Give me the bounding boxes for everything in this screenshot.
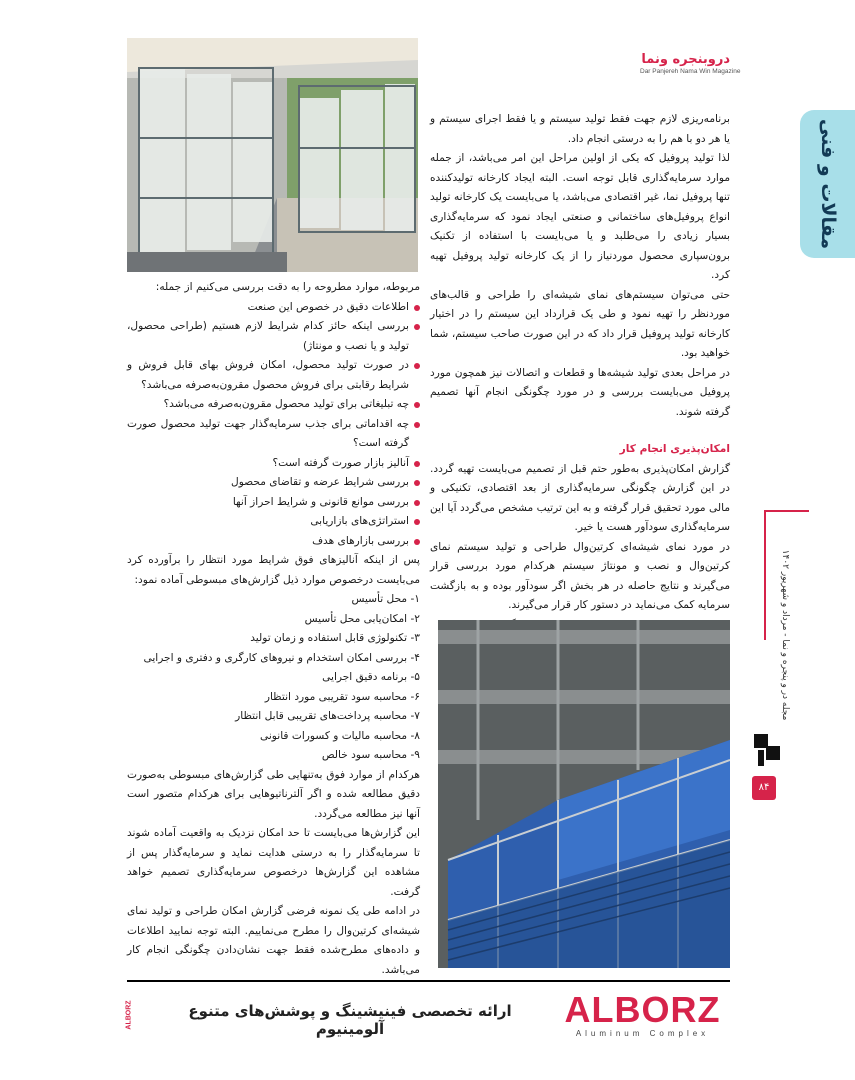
paragraph: در مراحل بعدی تولید شیشه‌ها و قطعات و اتصالات نیز همچون مورد پروفیل می‌بایست بررسی و در مورد چگونگی انجام آنها تصمیم گرفته شوند. bbox=[430, 366, 730, 418]
section-tab bbox=[800, 110, 855, 258]
alborz-logo bbox=[555, 989, 730, 1040]
footer-vertical-brand-text: ALBORZ bbox=[125, 1000, 133, 1030]
bullet-item: بررسی موانع قانونی و شرایط احراز آنها bbox=[127, 493, 420, 513]
bullet-item: بررسی شرایط عرضه و تقاضای محصول bbox=[127, 473, 420, 493]
magazine-logo-text: دروبنجره ونما bbox=[641, 52, 730, 67]
section-tab-label: مقالات و فنی bbox=[816, 118, 839, 250]
page-number-badge bbox=[752, 776, 776, 800]
left-column bbox=[127, 278, 420, 980]
numbered-item: ۹- محاسبه سود خالص bbox=[321, 749, 420, 761]
margin-divider-tick bbox=[764, 510, 809, 512]
paragraph: لذا تولید پروفیل که یکی از اولین مراحل این امر می‌باشد، از جمله موارد سرمایه‌گذاری قابل توجه است. البته ایجاد کارخانه تولیدکننده تنها پروفیل نما، غیر اقتصادی می‌باشد، یا می‌بایست یک کارخانه تولید انواع پروفیل‌های ساختمانی و صنعتی ایجاد نمود که سرمایه‌گذاری بسیار زیادی را می‌طلبد و یا می‌بایست با استفاده از تکنیک برون‌سپاری محصول موردنیاز را از یک کارخانه تولید پروفیل تهیه کرد. bbox=[430, 152, 730, 281]
paragraph: پس از اینکه آنالیزهای فوق شرایط مورد انتظار را برآورده کرد می‌بایست درخصوص موارد ذیل گزارش‌های مبسوطی آماده نمود: bbox=[127, 554, 420, 586]
bullet-item: اطلاعات دقیق در خصوص این صنعت bbox=[127, 298, 420, 318]
paragraph: مربوطه، موارد مطروحه را به دقت بررسی می‌کنیم از جمله: bbox=[155, 281, 420, 293]
bullet-item: بررسی اینکه حائز کدام شرایط لازم هستیم (طراحی محصول، تولید و یا نصب و مونتاژ) bbox=[127, 317, 420, 356]
numbered-item: ۱- محل تأسیس bbox=[351, 593, 420, 605]
paragraph: هرکدام از موارد فوق به‌تنهایی طی گزارش‌های مبسوطی به‌صورت دقیق مطالعه شده و اگر آلترناتیوهایی برای هرکدام متصور است آنها نیز مطالعه می‌گردد. bbox=[127, 768, 420, 820]
magazine-logo-subtitle: Dar Panjereh Nama Win Magazine bbox=[640, 68, 741, 75]
bullet-item: آنالیز بازار صورت گرفته است؟ bbox=[127, 454, 420, 474]
photo-curtain-wall bbox=[438, 620, 730, 968]
section-heading: امکان‌پذیری انجام کار bbox=[619, 443, 730, 455]
page-number: ۸۴ bbox=[758, 782, 770, 793]
alborz-logo-subtitle: Aluminum Complex bbox=[575, 1029, 710, 1038]
paragraph: برنامه‌ریزی لازم جهت فقط تولید سیستم و یا فقط اجرای سیستم و یا هر دو با هم را به درستی انجام داد. bbox=[430, 113, 730, 145]
bullet-list bbox=[127, 298, 420, 552]
issue-info: مجله در و پنجره و نما - مرداد و شهریور ۱۴۰۲ bbox=[780, 549, 790, 721]
numbered-item: ۲- امکان‌یابی محل تأسیس bbox=[304, 612, 420, 625]
right-column bbox=[430, 110, 730, 635]
paragraph: در مورد نمای شیشه‌ای کرتین‌وال طراحی و تولید سیستم نمای کرتین‌وال و نصب و مونتاژ سیستم هرکدام مورد بررسی قرار می‌گیرند و نتایج حاصله در هر بخش اگر سودآور بوده و به بازگشت سرمایه کمک می‌نماید در دستور کار قرار می‌گیرند. bbox=[430, 540, 730, 611]
magazine-icon bbox=[752, 730, 782, 770]
numbered-item: ۶- محاسبه سود تقریبی مورد انتظار bbox=[264, 690, 420, 703]
footer-tagline: ارائه تخصصی فینیشینگ و پوشش‌های متنوع آلومینیوم bbox=[188, 1002, 512, 1038]
numbered-item: ۳- تکنولوژی قابل استفاده و زمان تولید bbox=[250, 632, 420, 644]
numbered-item: ۷- محاسبه پرداخت‌های تقریبی قابل انتظار bbox=[235, 710, 420, 722]
photo-packed-panels bbox=[127, 38, 418, 272]
bullet-item: چه تبلیغاتی برای تولید محصول مقرون‌به‌صرفه می‌باشد؟ bbox=[127, 395, 420, 415]
numbered-item: ۵- برنامه دقیق اجرایی bbox=[322, 671, 420, 683]
paragraph: حتی می‌توان سیستم‌های نمای شیشه‌ای را طراحی و قالب‌های موردنظر را تهیه نمود و طی یک قرارداد این سیستم را در اختیار کارخانه تولید پروفیل قرار داد که در این صورت صاحب سیستم، شما خواهید بود. bbox=[430, 288, 730, 359]
footer-vertical-brand bbox=[122, 990, 136, 1040]
bullet-item: در صورت تولید محصول، امکان فروش بهای قابل فروش و شرایط رقابتی برای فروش محصول مقرون‌به‌صرفه می‌باشد؟ bbox=[127, 356, 420, 395]
margin-divider bbox=[764, 510, 766, 640]
paragraph: این گزارش‌ها می‌بایست تا حد امکان نزدیک به واقعیت آماده شوند تا سرمایه‌گذار را به درستی هدایت نماید و سرمایه‌گذار پس از مشاهده این گزارش‌ها درخصوص سرمایه‌گذاری تصمیم خواهد گرفت. bbox=[127, 827, 420, 898]
footer-rule bbox=[127, 980, 730, 982]
paragraph: در ادامه طی یک نمونه فرضی گزارش امکان طراحی و تولید نمای شیشه‌ای کرتین‌وال را مطرح می‌نماییم. البته توجه نمایید اطلاعات و داده‌های مطرح‌شده فقط جهت نشان‌دادن چگونگی انجام کار می‌باشد. bbox=[127, 905, 420, 976]
bullet-item: استراتژی‌های بازاریابی bbox=[127, 512, 420, 532]
magazine-logo bbox=[640, 52, 741, 82]
paragraph: گزارش امکان‌پذیری به‌طور حتم قبل از تصمیم می‌بایست تهیه گردد. در این گزارش چگونگی سرمایه‌گذاری از بعد اقتصادی، تکنیکی و مالی مورد تحقیق قرار گرفته و به این ترتیب مشخص می‌گردد آیا این سرمایه‌گذاری سودآور هست یا خیر. bbox=[430, 462, 730, 533]
alborz-logo-wordmark: ALBORZ bbox=[564, 989, 721, 1030]
numbered-item: ۸- محاسبه مالیات و کسورات قانونی bbox=[260, 729, 420, 742]
bullet-item: چه اقداماتی برای جذب سرمایه‌گذار جهت تولید محصول صورت گرفته است؟ bbox=[127, 415, 420, 454]
bullet-item: بررسی بازارهای هدف bbox=[127, 532, 420, 552]
numbered-item: ۴- بررسی امکان استخدام و نیروهای کارگری و دفتری و اجرایی bbox=[143, 651, 420, 664]
